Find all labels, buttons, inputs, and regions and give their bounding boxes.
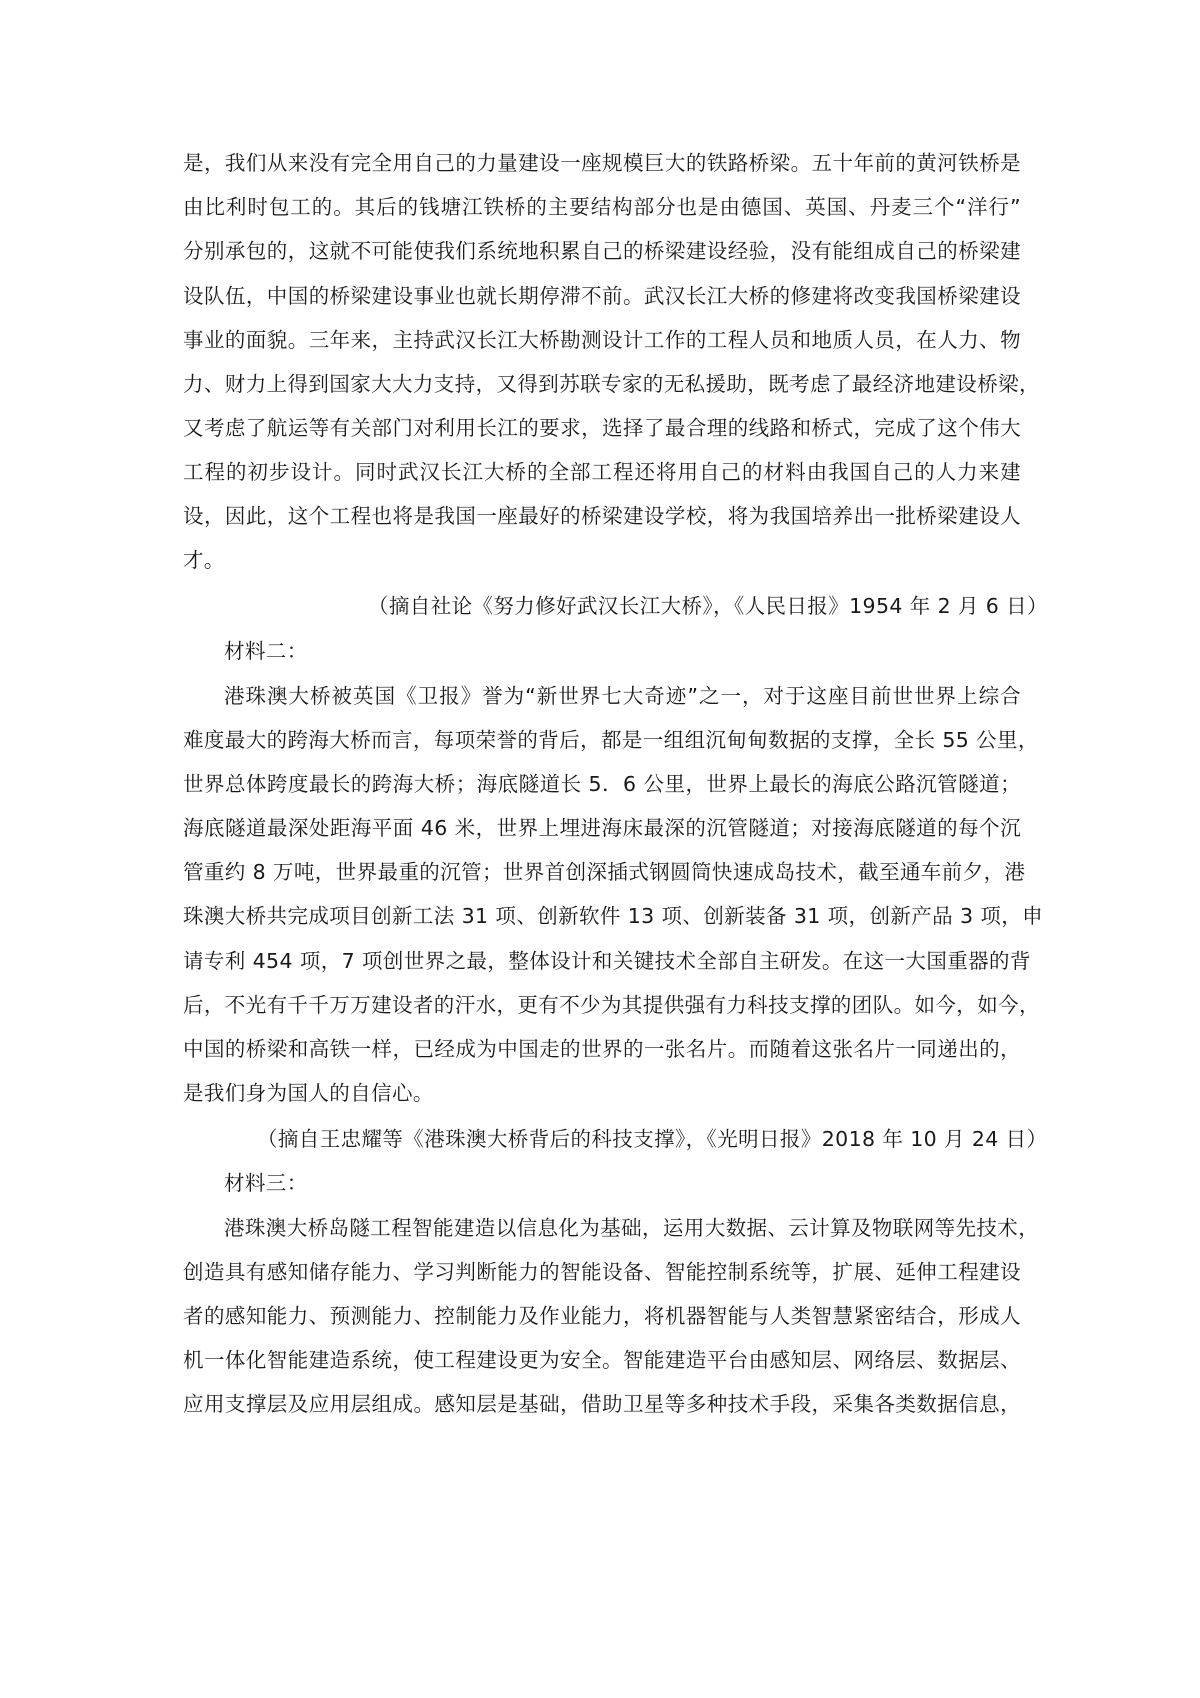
- material2-line-6: 珠澳大桥共完成项目创新工法 31 项、创新软件 13 项、创新装备 31 项，创新产品 3 项，申: [183, 904, 1044, 928]
- material1-line-2: 由比利时包工的。其后的钱塘江铁桥的主要结构部分也是由德国、英国、丹麦三个“洋行”: [183, 195, 1021, 219]
- material1-line-5: 事业的面貌。三年来，主持武汉长江大桥勘测设计工作的工程人员和地质人员，在人力、物: [183, 328, 1021, 352]
- material1-line-6: 力、财力上得到国家大大力支持，又得到苏联专家的无私援助，既考虑了最经济地建设桥梁，: [183, 372, 1040, 396]
- material1-line-8: 工程的初步设计。同时武汉长江大桥的全部工程还将用自己的材料由我国自己的人力来建: [183, 460, 1021, 484]
- material2-line-7: 请专利 454 项，7 项创世界之最，整体设计和关键技术全部自主研发。在这一大国重器的背: [183, 949, 1031, 973]
- material2-line-4: 海底隧道最深处距海平面 46 米，世界上埋进海床最深的沉管隧道；对接海底隧道的每个沉: [183, 816, 1021, 840]
- material3-line-2: 创造具有感知储存能力、学习判断能力的智能设备、智能控制系统等，扩展、延伸工程建设: [183, 1260, 1021, 1284]
- material2-line-8: 后，不光有千千万万建设者的汗水，更有不少为其提供强有力科技支撑的团队。如今，如今，: [183, 993, 1040, 1017]
- material1-source: （摘自社论《努力修好武汉长江大桥》，《人民日报》1954 年 2 月 6 日）: [368, 594, 1048, 618]
- material2-line-9: 中国的桥梁和高铁一样，已经成为中国走的世界的一张名片。而随着这张名片一同递出的，: [183, 1037, 1021, 1061]
- material3-line-1: 港珠澳大桥岛隧工程智能建造以信息化为基础，运用大数据、云计算及物联网等先技术，: [224, 1216, 1040, 1240]
- material2-heading: 材料二：: [224, 639, 308, 663]
- material1-line-4: 设队伍，中国的桥梁建设事业也就长期停滞不前。武汉长江大桥的修建将改变我国桥梁建设: [183, 284, 1021, 308]
- material3-line-4: 机一体化智能建造系统，使工程建设更为安全。智能建造平台由感知层、网络层、数据层、: [183, 1348, 1021, 1372]
- material3-line-5: 应用支撑层及应用层组成。感知层是基础，借助卫星等多种技术手段，采集各类数据信息，: [183, 1392, 1021, 1416]
- material1-line-9: 设，因此，这个工程也将是我国一座最好的桥梁建设学校，将为我国培养出一批桥梁建设人: [183, 504, 1021, 528]
- material2-source: （摘自王忠耀等《港珠澳大桥背后的科技支撑》，《光明日报》2018 年 10 月 24 日）: [257, 1127, 1048, 1151]
- material1-line-7: 又考虑了航运等有关部门对利用长江的要求，选择了最合理的线路和桥式，完成了这个伟大: [183, 416, 1021, 440]
- material1-line-10: 才。: [183, 548, 225, 572]
- material2-line-3: 世界总体跨度最长的跨海大桥；海底隧道长 5．6 公里，世界上最长的海底公路沉管隧道；: [183, 772, 1021, 796]
- material2-line-5: 管重约 8 万吨，世界最重的沉管；世界首创深插式钢圆筒快速成岛技术，截至通车前夕，港: [183, 860, 1026, 884]
- material2-line-1: 港珠澳大桥被英国《卫报》誉为“新世界七大奇迹”之一，对于这座目前世世界上综合: [224, 684, 1021, 708]
- material1-line-1: 是，我们从来没有完全用自己的力量建设一座规模巨大的铁路桥梁。五十年前的黄河铁桥是: [183, 151, 1021, 175]
- material3-line-3: 者的感知能力、预测能力、控制能力及作业能力，将机器智能与人类智慧紧密结合，形成人: [183, 1304, 1021, 1328]
- material1-line-3: 分别承包的，这就不可能使我们系统地积累自己的桥梁建设经验，没有能组成自己的桥梁建: [183, 239, 1021, 263]
- material2-line-10: 是我们身为国人的自信心。: [183, 1081, 434, 1105]
- material2-line-2: 难度最大的跨海大桥而言，每项荣誉的背后，都是一组组沉甸甸数据的支撑，全长 55 公里，: [183, 728, 1039, 752]
- material3-heading: 材料三：: [224, 1171, 308, 1195]
